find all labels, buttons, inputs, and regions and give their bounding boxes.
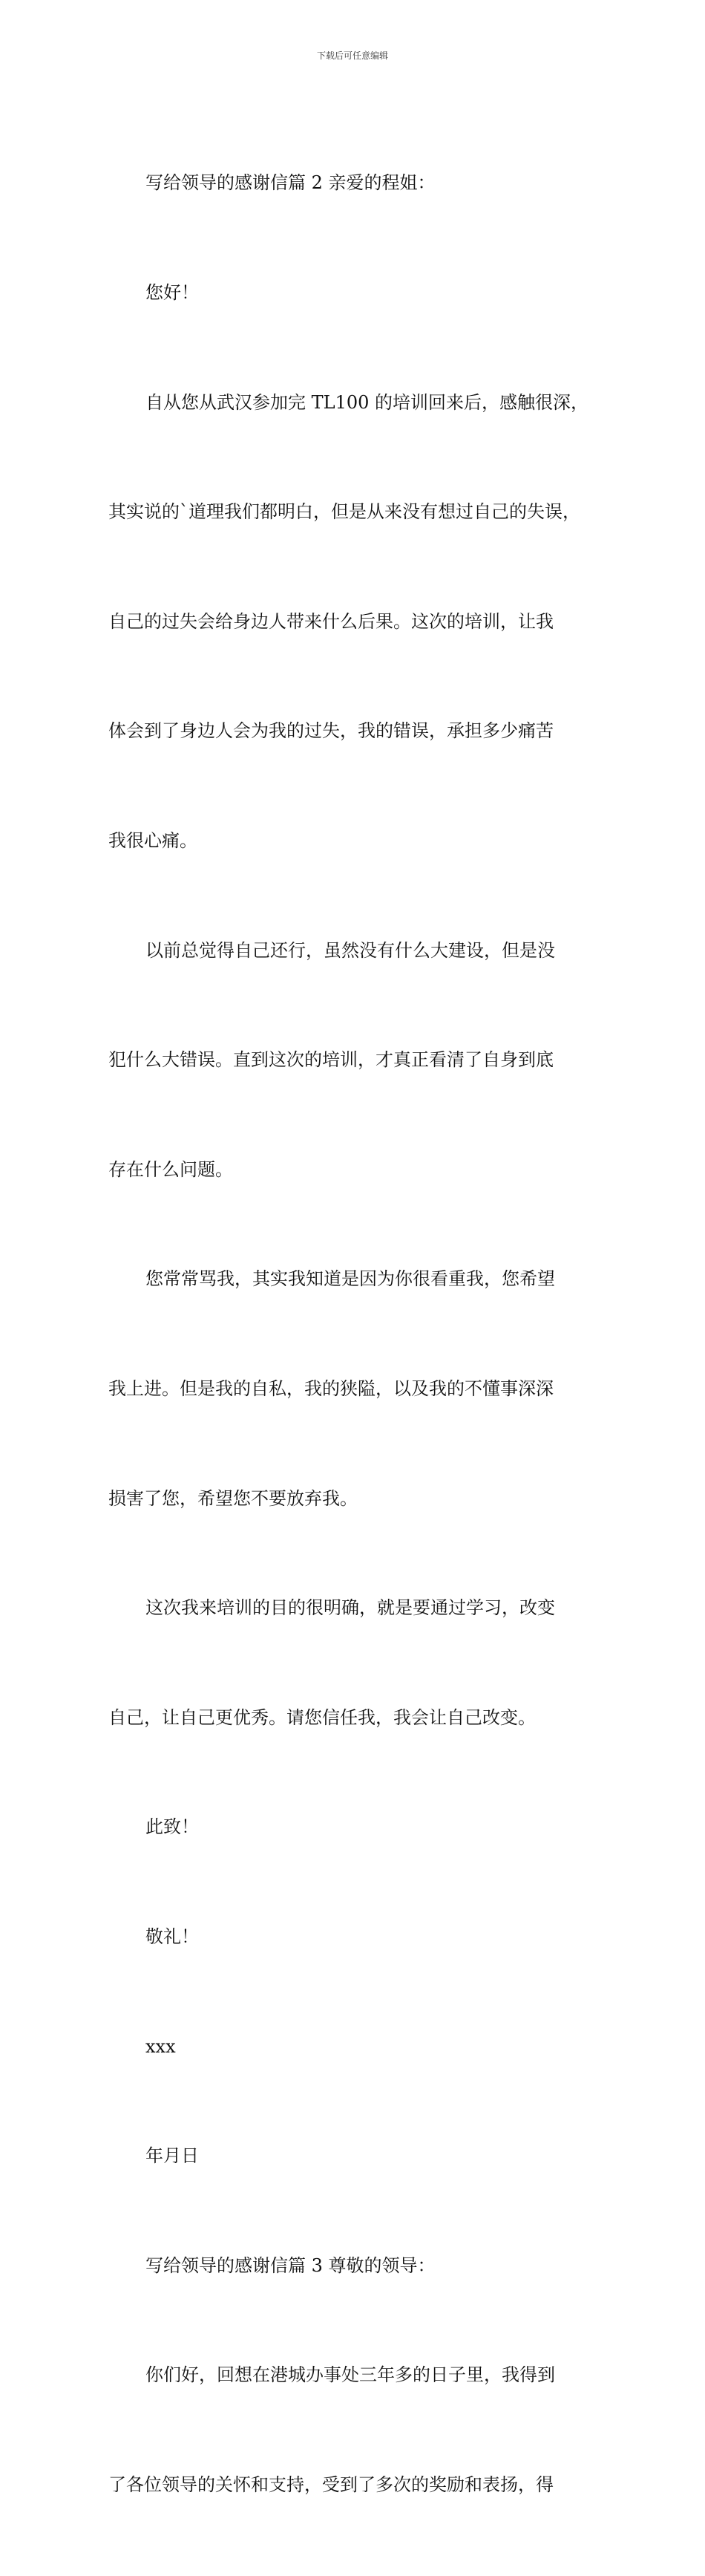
text-line: 敬礼！ (145, 1926, 199, 1947)
text-line: 其实说的`道理我们都明白，但是从来没有想过自己的失误， (108, 501, 580, 523)
text-line: 此致！ (145, 1816, 199, 1838)
page-header: 下载后可任意编辑 (316, 50, 388, 61)
text-line: 您好！ (145, 282, 199, 303)
text-line: 写给领导的感谢信篇 3 尊敬的领导： (145, 2254, 436, 2276)
text-line: 您常常骂我，其实我知道是因为你很看重我，您希望 (145, 1268, 555, 1290)
text-line: 这次我来培训的目的很明确，就是要通过学习，改变 (145, 1597, 555, 1619)
text-line: 以前总觉得自己还行，虽然没有什么大建设，但是没 (145, 939, 555, 961)
text-line: 年月日 (145, 2145, 199, 2167)
text-line: 我很心痛。 (108, 829, 197, 851)
letter-text (108, 92, 598, 2576)
document-body (108, 92, 598, 2576)
text-line: 你们好，回想在港城办事处三年多的日子里，我得到 (145, 2364, 555, 2386)
text-line: 犯什么大错误。直到这次的培训，才真正看清了自身到底 (108, 1049, 554, 1071)
text-line: xxx (145, 2035, 176, 2057)
text-line: 自己，让自己更优秀。请您信任我，我会让自己改变。 (108, 1706, 536, 1728)
text-line: 自己的过失会给身边人带来什么后果。这次的培训，让我 (108, 610, 554, 632)
text-line: 体会到了身边人会为我的过失，我的错误，承担多少痛苦 (108, 720, 554, 742)
text-line: 我上进。但是我的自私，我的狭隘，以及我的不懂事深深 (108, 1377, 554, 1399)
text-line: 存在什么问题。 (108, 1158, 233, 1180)
text-line: 自从您从武汉参加完 TL100 的培训回来后，感触很深， (145, 391, 589, 413)
text-line: 损害了您，希望您不要放弃我。 (108, 1487, 358, 1509)
text-line: 了各位领导的关怀和支持，受到了多次的奖励和表扬，得 (108, 2474, 554, 2495)
text-line: 写给领导的感谢信篇 2 亲爱的程姐： (145, 172, 436, 194)
